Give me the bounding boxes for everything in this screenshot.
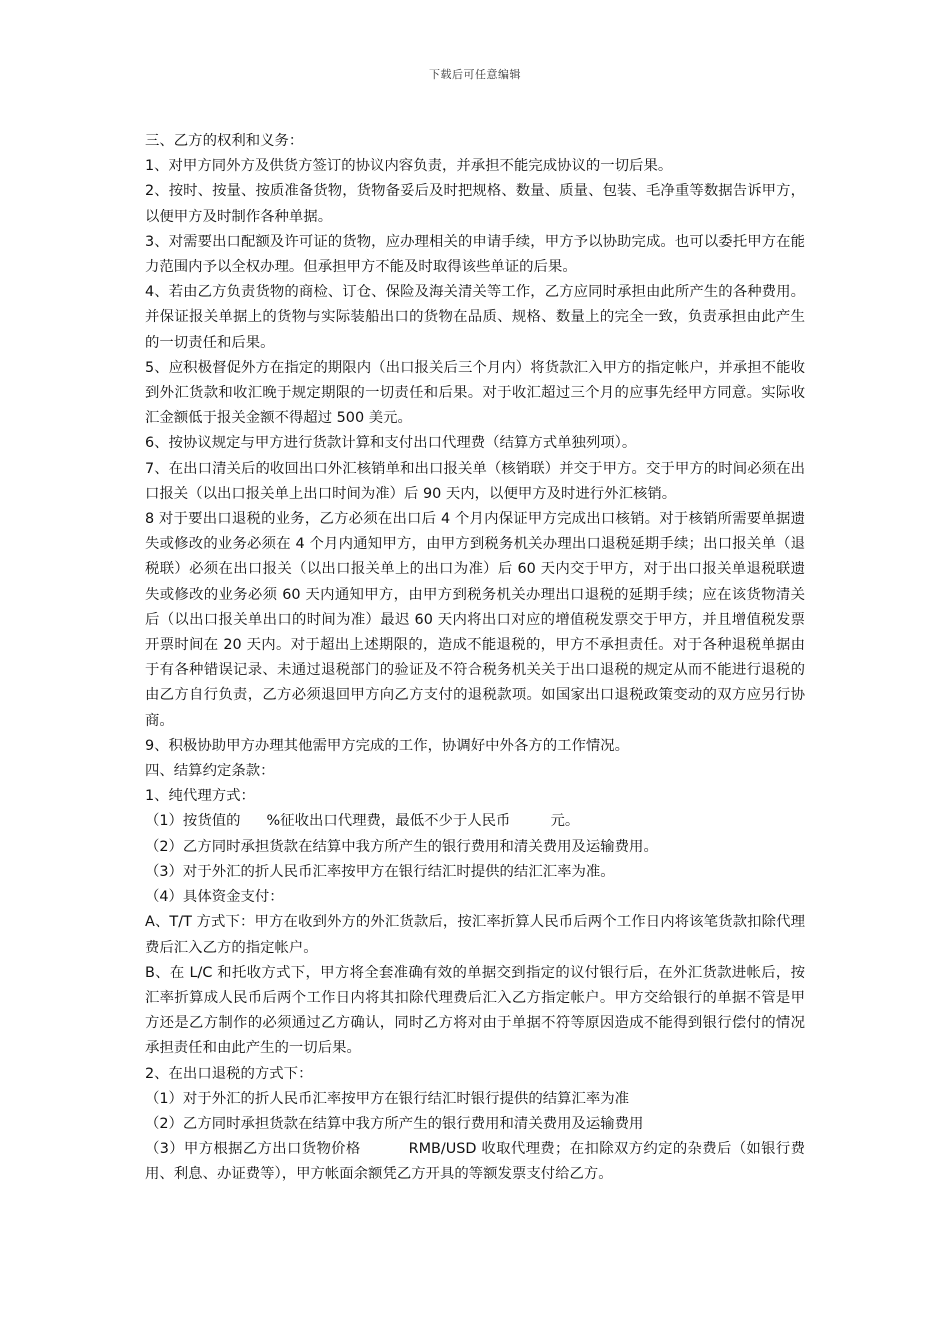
page-header: 下载后可任意编辑 [429, 68, 521, 81]
clause-3-5: 5、应积极督促外方在指定的期限内（出口报关后三个月内）将货款汇入甲方的指定帐户，并承担不能收到外汇货款和收汇晚于规定期限的一切责任和后果。对于收汇超过三个月的应事先经甲方同意。实际收汇金额低于报关金额不得超过 500 美元。 [145, 359, 805, 427]
clause-4-1-2: （2）乙方同时承担货款在结算中我方所产生的银行费用和清关费用及运输费用。 [145, 838, 658, 855]
clause-4-2-2: （2）乙方同时承担货款在结算中我方所产生的银行费用和清关费用及运输费用 [145, 1115, 644, 1132]
clause-4-1-a: A、T/T 方式下：甲方在收到外方的外汇货款后，按汇率折算人民币后两个工作日内将该笔货款扣除代理费后汇入乙方的指定帐户。 [145, 914, 805, 956]
clause-4-2: 2、在出口退税的方式下： [145, 1065, 313, 1082]
clause-4-1-3: （3）对于外汇的折人民币汇率按甲方在银行结汇时提供的结汇汇率为准。 [145, 863, 615, 880]
clause-3-3: 3、对需要出口配额及许可证的货物，应办理相关的申请手续，甲方予以协助完成。也可以委托甲方在能力范围内予以全权办理。但承担甲方不能及时取得该些单证的后果。 [145, 233, 805, 276]
clause-4-1-1 [145, 809, 805, 834]
clause-3-8: 8 对于要出口退税的业务，乙方必须在出口后 4 个月内保证甲方完成出口核销。对于核销所需要单据遗失或修改的业务必须在 4 个月内通知甲方，由甲方到税务机关办理出口退税延期手续；出口报关单（退税联）必须在出口报关（以出口报关单上的出口为准）后 60 天内交于甲方，对于出口报关单退税联遗失或修改的业务必须 60 天内通知甲方，由甲方到税务机关办理出口退税的延期手续；应在该货物清关后（以出口报关单出口的时间为准）最迟 60 天内将出口对应的增值税发票交于甲方，并且增值税发票开票时间在 20 天内。对于超出上述期限的，造成不能退税的，甲方不承担责任。对于各种退税单据由于有各种错误记录、未通过退税部门的验证及不符合税务机关关于出口退税的规定从而不能进行退税的由乙方自行负责，乙方必须退回甲方向乙方支付的退税款项。如国家出口退税政策变动的双方应另行协商。 [145, 511, 805, 729]
section-heading-4: 四、结算约定条款： [145, 763, 275, 780]
clause-3-6: 6、按协议规定与甲方进行货款计算和支付出口代理费（结算方式单独列项）。 [145, 435, 637, 452]
section-heading-3: 三、乙方的权利和义务： [145, 133, 304, 149]
fill-line-text: RMB/USD 收取代理费；在扣除双方约定的杂费后（如银行费用、利息、办证费等），甲方帐面余额凭乙方开具的等额发票支付给乙方。 [145, 1141, 805, 1183]
clause-4-1-b: B、在 L/C 和托收方式下，甲方将全套准确有效的单据交到指定的议付银行后，在外汇货款进帐后，按汇率折算成人民币后两个工作日内将其扣除代理费后汇入乙方指定帐户。甲方交给银行的单据不管是甲方还是乙方制作的必须通过乙方确认，同时乙方将对由于单据不符等原因造成不能得到银行偿付的情况承担责任和由此产生的一切后果。 [145, 964, 805, 1057]
clause-3-4: 4、若由乙方负责货物的商检、订仓、保险及海关清关等工作，乙方应同时承担由此所产生的各种费用。并保证报关单据上的货物与实际装船出口的货物在品质、规格、数量上的完全一致，负责承担由此产生的一切责任和后果。 [145, 284, 805, 351]
clause-3-1: 1、对甲方同外方及供货方签订的协议内容负责，并承担不能完成协议的一切后果。 [145, 158, 673, 175]
clause-3-7: 7、在出口清关后的收回出口外汇核销单和出口报关单（核销联）并交于甲方。交于甲方的时间必须在出口报关（以出口报关单上出口时间为准）后 90 天内，以便甲方及时进行外汇核销。 [145, 460, 805, 502]
clause-4-2-3 [145, 1137, 805, 1187]
fill-line-text: 元。 [550, 813, 580, 830]
fill-line-text: %征收出口代理费，最低不少于人民币 [266, 813, 511, 830]
clause-4-1-4: （4）具体资金支付： [145, 889, 284, 906]
clause-3-9: 9、积极协助甲方办理其他需甲方完成的工作，协调好中外各方的工作情况。 [145, 737, 630, 754]
document-body [145, 129, 805, 1188]
fill-line-text: （3）甲方根据乙方出口货物价格 [145, 1141, 361, 1158]
clause-4-1: 1、纯代理方式： [145, 788, 255, 805]
clause-3-2: 2、按时、按量、按质准备货物，货物备妥后及时把规格、数量、质量、包装、毛净重等数据告诉甲方，以便甲方及时制作各种单据。 [145, 183, 805, 225]
fill-line-text: （1）按货值的 [145, 813, 241, 830]
clause-4-2-1: （1）对于外汇的折人民币汇率按甲方在银行结汇时银行提供的结算汇率为准 [145, 1090, 630, 1107]
